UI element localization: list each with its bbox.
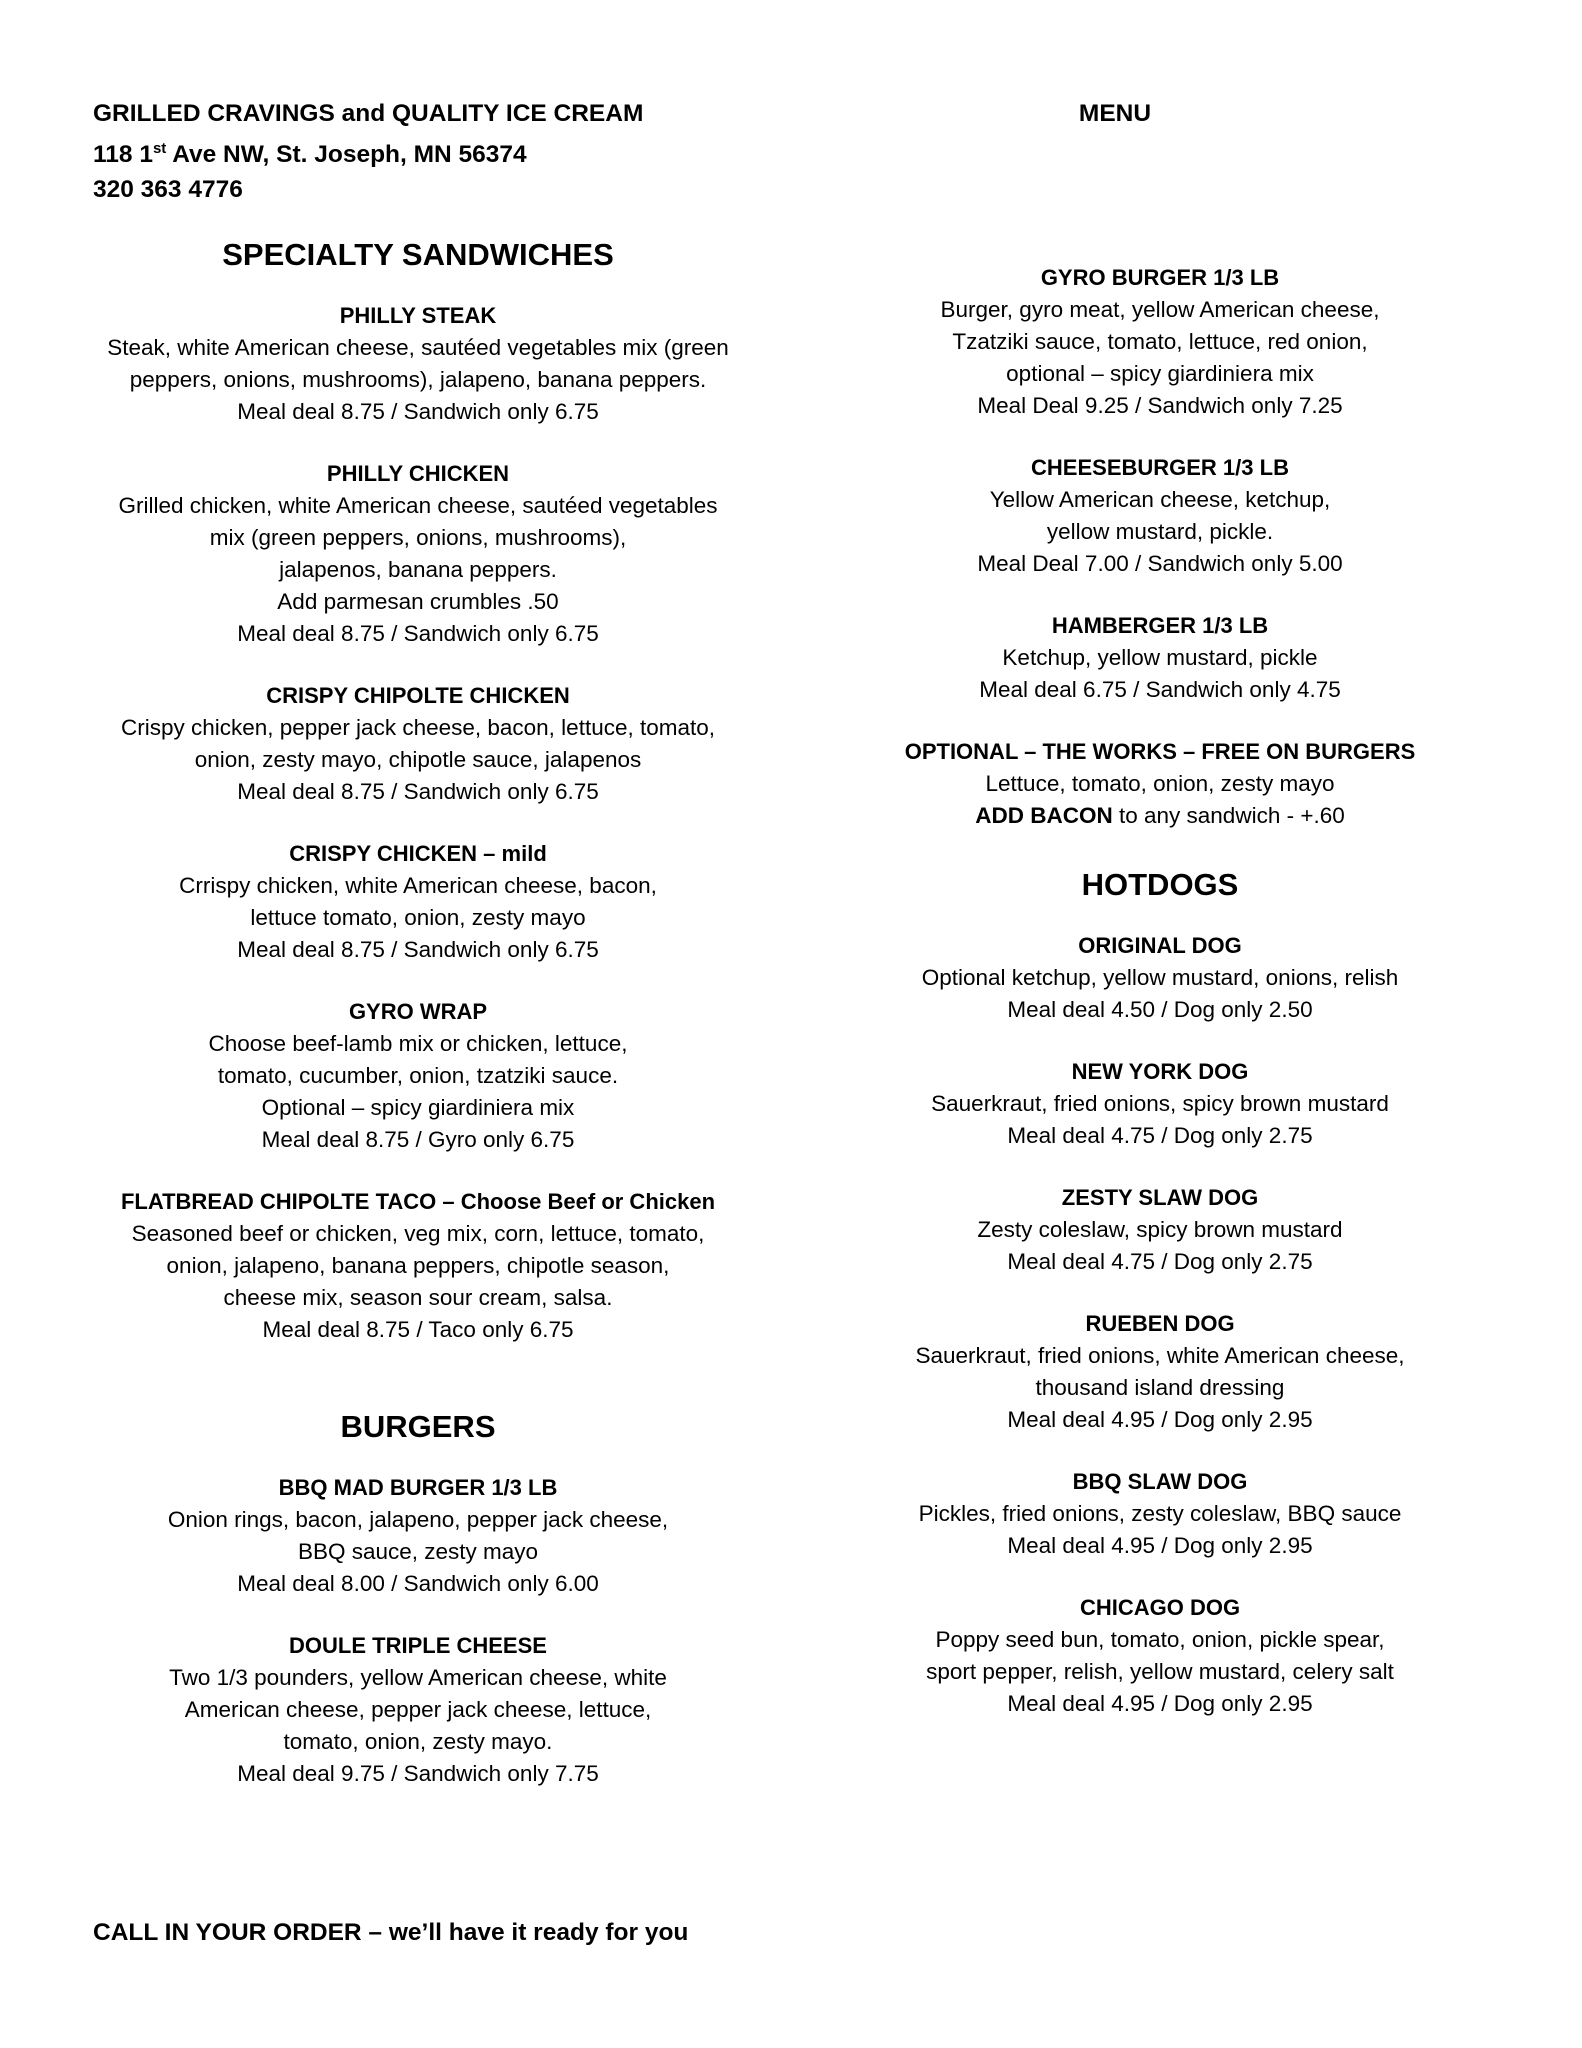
works-line: Lettuce, tomato, onion, zesty mayo [985, 771, 1335, 796]
menu-item [78, 1472, 758, 1600]
menu-item [820, 1466, 1500, 1562]
menu-item-description-line: Meal deal 9.75 / Sandwich only 7.75 [237, 1761, 599, 1786]
menu-item-description-line: Meal deal 6.75 / Sandwich only 4.75 [979, 677, 1341, 702]
menu-item-description-line: Meal deal 8.75 / Sandwich only 6.75 [237, 937, 599, 962]
menu-item-description-line: Meal deal 8.00 / Sandwich only 6.00 [237, 1571, 599, 1596]
menu-item-description-line: Yellow American cheese, ketchup, [989, 487, 1331, 512]
menu-item-description-line: Crrispy chicken, white American cheese, bacon, [179, 873, 657, 898]
business-name: GRILLED CRAVINGS and QUALITY ICE CREAM [93, 100, 644, 127]
menu-item-description-line: thousand island dressing [1035, 1375, 1285, 1400]
menu-item [820, 1592, 1500, 1720]
menu-item-description-line: Meal deal 8.75 / Sandwich only 6.75 [237, 621, 599, 646]
address-rest: Ave NW, St. Joseph, MN 56374 [166, 141, 527, 169]
hotdog-items [820, 930, 1500, 1720]
menu-item-name: FLATBREAD CHIPOLTE TACO – Choose Beef or Chicken [120, 1189, 716, 1214]
menu-item-description-line: jalapenos, banana peppers. [279, 557, 557, 582]
address-ordinal: st [152, 140, 167, 157]
menu-item-description-line: Optional – spicy giardiniera mix [261, 1095, 575, 1120]
menu-item-description-line: tomato, onion, zesty mayo. [283, 1729, 553, 1754]
menu-item-name: ORIGINAL DOG [1078, 933, 1242, 958]
menu-item-description-line: Meal Deal 9.25 / Sandwich only 7.25 [977, 393, 1343, 418]
right-column [820, 262, 1500, 1750]
menu-item-description-line: Sauerkraut, fried onions, white American cheese, [915, 1343, 1405, 1368]
menu-item-description-line: Pickles, fried onions, zesty coleslaw, BBQ sauce [918, 1501, 1402, 1526]
menu-item-name: PHILLY CHICKEN [326, 461, 510, 486]
burger-items [78, 1472, 758, 1790]
menu-item-name: CRISPY CHIPOLTE CHICKEN [266, 683, 570, 708]
left-column [78, 232, 758, 1820]
menu-item [820, 262, 1500, 422]
menu-item-description-line: mix (green peppers, onions, mushrooms), [209, 525, 627, 550]
menu-item [78, 996, 758, 1156]
menu-item-description-line: Sauerkraut, fried onions, spicy brown mustard [931, 1091, 1389, 1116]
menu-item-description-line: BBQ sauce, zesty mayo [297, 1539, 539, 1564]
menu-item [78, 300, 758, 428]
menu-item [78, 680, 758, 808]
menu-item [820, 452, 1500, 580]
menu-item-description-line: Meal deal 4.75 / Dog only 2.75 [1007, 1249, 1313, 1274]
menu-item-name: PHILLY STEAK [339, 303, 497, 328]
menu-item-name: ZESTY SLAW DOG [1061, 1185, 1259, 1210]
menu-item [78, 1630, 758, 1790]
menu-item-description-line: Meal deal 8.75 / Gyro only 6.75 [261, 1127, 575, 1152]
menu-item-description-line: Tzatziki sauce, tomato, lettuce, red onion, [952, 329, 1368, 354]
menu-item-description-line: peppers, onions, mushrooms), jalapeno, banana peppers. [129, 367, 707, 392]
menu-item-description-line: Seasoned beef or chicken, veg mix, corn, lettuce, tomato, [131, 1221, 705, 1246]
menu-item-description-line: Onion rings, bacon, jalapeno, pepper jack cheese, [167, 1507, 669, 1532]
business-header [93, 96, 643, 207]
menu-item-name: BBQ MAD BURGER 1/3 LB [278, 1475, 558, 1500]
menu-item-description-line: Zesty coleslaw, spicy brown mustard [977, 1217, 1343, 1242]
hotdogs-title: HOTDOGS [1081, 867, 1239, 902]
menu-item-description-line: yellow mustard, pickle. [1046, 519, 1274, 544]
menu-item-description-line: Grilled chicken, white American cheese, sautéed vegetables [118, 493, 718, 518]
menu-item-description-line: Meal deal 4.95 / Dog only 2.95 [1007, 1691, 1313, 1716]
menu-item-description-line: Meal deal 4.50 / Dog only 2.50 [1007, 997, 1313, 1022]
menu-item-description-line: Meal Deal 7.00 / Sandwich only 5.00 [977, 551, 1343, 576]
menu-item-description-line: onion, zesty mayo, chipotle sauce, jalapenos [194, 747, 642, 772]
menu-item-description-line: lettuce tomato, onion, zesty mayo [250, 905, 586, 930]
right-burger-items [820, 262, 1500, 706]
business-address [93, 131, 643, 172]
specialty-items [78, 300, 758, 1346]
menu-item-description-line: Crispy chicken, pepper jack cheese, bacon, lettuce, tomato, [120, 715, 716, 740]
menu-item-name: DOULE TRIPLE CHEESE [289, 1633, 547, 1658]
menu-item [820, 1056, 1500, 1152]
menu-item [78, 838, 758, 966]
call-in-footer: CALL IN YOUR ORDER – we’ll have it ready for you [93, 1919, 689, 1946]
menu-item-description-line: Meal deal 8.75 / Taco only 6.75 [262, 1317, 574, 1342]
menu-item-description-line: onion, jalapeno, banana peppers, chipotle season, [166, 1253, 670, 1278]
menu-item-description-line: Meal deal 8.75 / Sandwich only 6.75 [237, 779, 599, 804]
menu-item-description-line: optional – spicy giardiniera mix [1006, 361, 1314, 386]
menu-label: MENU [1078, 100, 1152, 127]
menu-item-description-line: Optional ketchup, yellow mustard, onions, relish [921, 965, 1399, 990]
menu-item-description-line: American cheese, pepper jack cheese, lettuce, [184, 1697, 652, 1722]
specialty-sandwiches-title: SPECIALTY SANDWICHES [222, 237, 614, 272]
menu-item-description-line: Meal deal 4.95 / Dog only 2.95 [1007, 1533, 1313, 1558]
burgers-title: BURGERS [340, 1409, 496, 1444]
works-title: OPTIONAL – THE WORKS – FREE ON BURGERS [904, 739, 1416, 764]
menu-item [820, 1308, 1500, 1436]
menu-item-name: CHICAGO DOG [1079, 1595, 1241, 1620]
menu-item [820, 610, 1500, 706]
menu-item-name: NEW YORK DOG [1071, 1059, 1249, 1084]
add-bacon-rest: to any sandwich - +.60 [1112, 803, 1345, 828]
menu-item-name: RUEBEN DOG [1085, 1311, 1235, 1336]
menu-item-description-line: Add parmesan crumbles .50 [277, 589, 559, 614]
menu-item [78, 1186, 758, 1346]
menu-item-description-line: tomato, cucumber, onion, tzatziki sauce. [217, 1063, 619, 1088]
business-phone: 320 363 4776 [93, 176, 243, 204]
menu-item-description-line: Poppy seed bun, tomato, onion, pickle spear, [935, 1627, 1385, 1652]
menu-item [820, 930, 1500, 1026]
menu-item-description-line: Meal deal 4.75 / Dog only 2.75 [1007, 1123, 1313, 1148]
menu-item-name: CRISPY CHICKEN – mild [289, 841, 547, 866]
add-bacon-line [820, 800, 1500, 832]
menu-item-name: BBQ SLAW DOG [1072, 1469, 1248, 1494]
menu-item-name: GYRO BURGER 1/3 LB [1040, 265, 1280, 290]
menu-item-description-line: Steak, white American cheese, sautéed vegetables mix (green [107, 335, 729, 360]
menu-item-description-line: sport pepper, relish, yellow mustard, celery salt [926, 1659, 1394, 1684]
address-number: 118 1 [93, 141, 153, 169]
menu-item-description-line: Ketchup, yellow mustard, pickle [1002, 645, 1318, 670]
menu-item-description-line: Choose beef-lamb mix or chicken, lettuce, [208, 1031, 628, 1056]
add-bacon-label: ADD BACON [975, 803, 1113, 828]
menu-item-name: HAMBERGER 1/3 LB [1051, 613, 1269, 638]
menu-item-description-line: Two 1/3 pounders, yellow American cheese, white [169, 1665, 667, 1690]
menu-item [78, 458, 758, 650]
menu-item [820, 1182, 1500, 1278]
menu-item-description-line: Meal deal 4.95 / Dog only 2.95 [1007, 1407, 1313, 1432]
menu-item-description-line: cheese mix, season sour cream, salsa. [223, 1285, 613, 1310]
menu-item-name: GYRO WRAP [348, 999, 488, 1024]
menu-item-description-line: Meal deal 8.75 / Sandwich only 6.75 [237, 399, 599, 424]
works-option [820, 736, 1500, 832]
menu-item-description-line: Burger, gyro meat, yellow American cheese, [940, 297, 1380, 322]
menu-item-name: CHEESEBURGER 1/3 LB [1031, 455, 1289, 480]
